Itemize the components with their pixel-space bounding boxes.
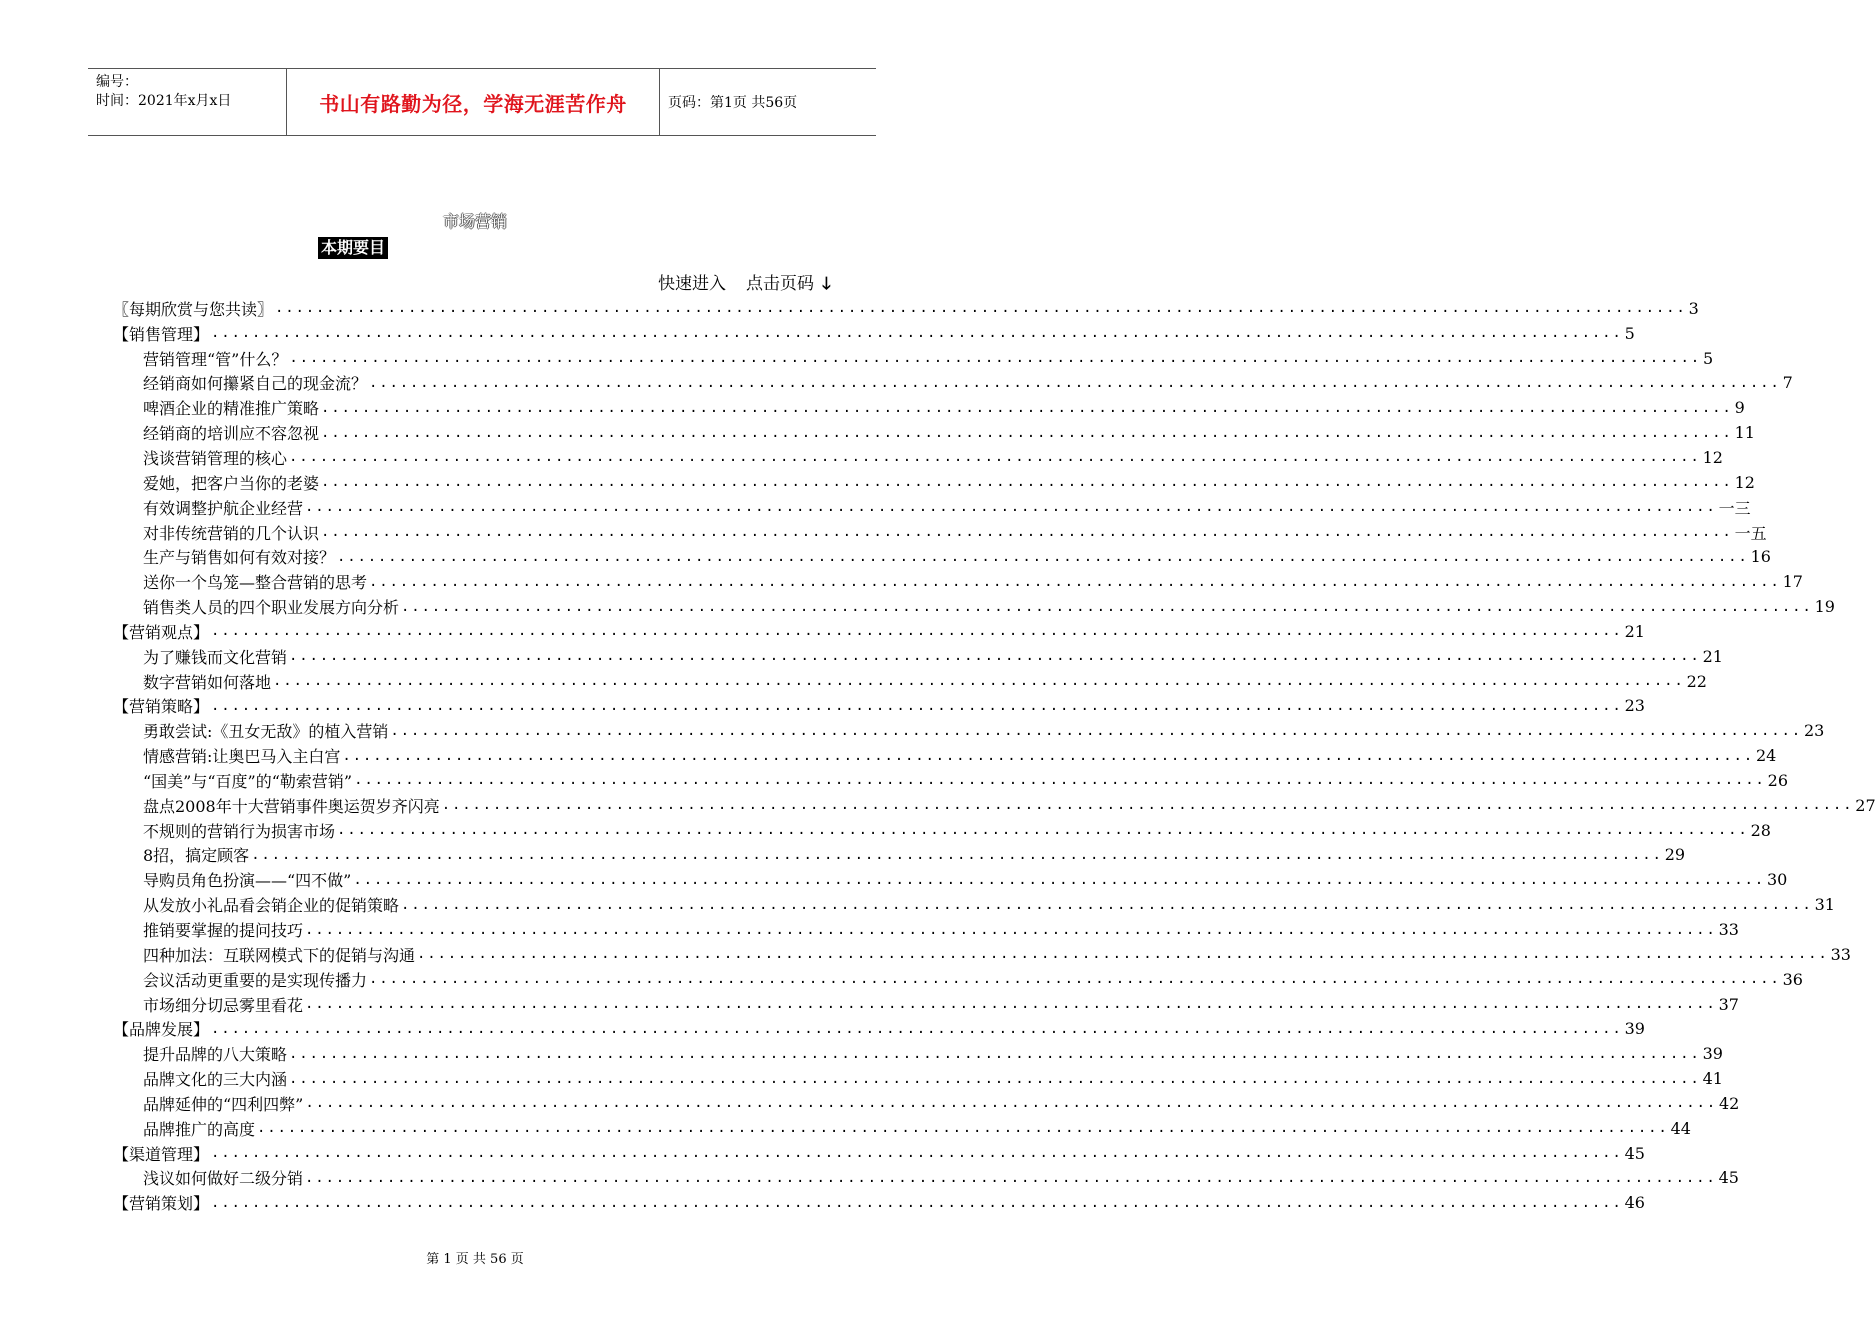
toc-entry-title[interactable]: 生产与销售如何有效对接？ <box>143 548 336 568</box>
toc-entry-page[interactable]: 17 <box>1782 572 1803 592</box>
number-label: 编号： <box>96 74 138 90</box>
toc-leader-dots: .......................................................................................................................................... <box>441 797 1854 814</box>
toc-entry[interactable] <box>113 1091 1740 1116</box>
toc-entry-title[interactable]: 对非传统营销的几个认识 <box>143 523 320 543</box>
toc-entry[interactable] <box>113 743 1777 768</box>
toc-entry-title[interactable]: 情感营销:让奥巴马入主白宫 <box>143 747 341 767</box>
toc-entry-page[interactable]: 41 <box>1702 1069 1723 1089</box>
toc-entry-title[interactable]: 浅谈营销管理的核心 <box>143 448 288 468</box>
toc-leader-dots: .......................................................................................................................................... <box>369 971 1781 988</box>
toc-leader-dots: .......................................................................................................................................... <box>305 921 1717 938</box>
toc-entry-page[interactable]: 39 <box>1624 1019 1645 1039</box>
toc-entry[interactable] <box>113 669 1707 694</box>
toc-leader-dots: .......................................................................................................................................... <box>305 1169 1717 1186</box>
toc-entry[interactable] <box>113 569 1803 594</box>
toc-entry-page[interactable]: 19 <box>1814 597 1835 617</box>
toc-leader-dots: .......................................................................................................................................... <box>289 648 1701 665</box>
toc-entry-page[interactable]: 3 <box>1688 298 1699 318</box>
toc-entry-title[interactable]: 送你一个鸟笼—整合营销的思考 <box>143 573 368 593</box>
toc-entry-title[interactable]: 销售类人员的四个职业发展方向分析 <box>143 598 400 618</box>
toc-entry[interactable] <box>113 1016 1645 1041</box>
header-meta <box>88 69 286 135</box>
toc-leader-dots: .......................................................................................................................................... <box>321 424 1733 441</box>
toc-leader-dots: .......................................................................................................................................... <box>211 1145 1623 1162</box>
toc-leader-dots: .......................................................................................................................................... <box>369 374 1781 391</box>
toc-entry[interactable] <box>113 495 1751 520</box>
toc-leader-dots: .......................................................................................................................................... <box>321 524 1733 541</box>
toc-entry-page[interactable]: 39 <box>1702 1044 1723 1064</box>
toc-entry[interactable] <box>113 942 1851 967</box>
toc-entry-page[interactable]: 33 <box>1830 944 1851 964</box>
toc-entry-page[interactable]: 37 <box>1718 994 1739 1014</box>
toc-entry-page[interactable]: 27 <box>1855 795 1876 815</box>
toc-entry-page[interactable]: 21 <box>1624 621 1645 641</box>
arrow-down-icon: 🡓 <box>822 274 831 294</box>
toc-entry[interactable] <box>113 1066 1723 1091</box>
toc-entry[interactable] <box>113 371 1793 396</box>
toc-leader-dots: .......................................................................................................................................... <box>289 1045 1701 1062</box>
document-title: 市场营销 <box>442 212 507 231</box>
toc-leader-dots: .......................................................................................................................................... <box>275 300 1687 317</box>
toc-entry-title[interactable]: 浅议如何做好二级分销 <box>143 1169 304 1189</box>
toc-entry[interactable] <box>113 818 1771 843</box>
toc-leader-dots: .......................................................................................................................................... <box>305 499 1717 516</box>
toc-entry-title[interactable]: 数字营销如何落地 <box>143 672 272 692</box>
toc-entry[interactable] <box>113 445 1723 470</box>
toc-entry-page[interactable]: 30 <box>1766 870 1788 890</box>
header-page-info: 页码：第1页 共56页 <box>668 95 798 111</box>
toc-entry-title[interactable]: 提升品牌的八大策略 <box>143 1045 288 1065</box>
toc-entry-title[interactable]: “国美”与“百度”的“勒索营销” <box>143 771 353 791</box>
toc-entry-page[interactable]: 22 <box>1686 671 1707 691</box>
toc-entry-page[interactable]: 16 <box>1750 547 1771 567</box>
toc-entry-title[interactable]: 为了赚钱而文化营销 <box>143 647 288 667</box>
toc-entry-page[interactable]: 一三 <box>1718 498 1751 518</box>
toc-entry-title[interactable]: 品牌文化的三大内涵 <box>143 1070 288 1090</box>
toc-entry[interactable] <box>113 992 1739 1017</box>
header-motto: 书山有路勤为径，学海无涯苦作舟 <box>286 69 660 135</box>
toc-entry[interactable] <box>113 321 1635 346</box>
toc-entry[interactable] <box>113 917 1739 942</box>
toc-entry-page[interactable]: 9 <box>1734 398 1745 418</box>
toc-entry-page[interactable]: 45 <box>1718 1168 1739 1188</box>
toc-entry[interactable] <box>113 867 1788 892</box>
toc-leader-dots: .......................................................................................................................................... <box>321 474 1733 491</box>
toc-entry[interactable] <box>113 420 1755 445</box>
toc-entry-title[interactable]: 会议活动更重要的是实现传播力 <box>143 970 368 990</box>
toc-leader-dots: .......................................................................................................................................... <box>211 623 1623 640</box>
toc-leader-dots: .......................................................................................................................................... <box>369 573 1781 590</box>
toc-leader-dots: .......................................................................................................................................... <box>353 871 1765 888</box>
toc-entry-page[interactable]: 45 <box>1624 1143 1645 1163</box>
toc-entry[interactable] <box>113 1116 1691 1141</box>
toc-entry-title[interactable]: 【营销观点】 <box>113 622 210 642</box>
toc-entry-page[interactable]: 36 <box>1782 969 1803 989</box>
toc-entry[interactable] <box>113 1141 1645 1166</box>
toc-entry-page[interactable]: 12 <box>1702 447 1723 467</box>
table-of-contents <box>113 296 1876 1215</box>
toc-entry-title[interactable]: 盘点2008年十大营销事件奥运贺岁齐闪亮 <box>143 796 440 816</box>
toc-entry[interactable] <box>113 470 1755 495</box>
toc-leader-dots: .......................................................................................................................................... <box>401 598 1813 615</box>
toc-entry[interactable] <box>113 594 1835 619</box>
toc-entry-title[interactable]: 勇敢尝试:《丑女无敌》的植入营销 <box>143 722 389 742</box>
toc-entry[interactable] <box>113 1166 1739 1191</box>
toc-entry-page[interactable]: 5 <box>1702 348 1714 368</box>
toc-entry-page[interactable]: 28 <box>1750 820 1771 840</box>
toc-entry-page[interactable]: 31 <box>1814 895 1835 915</box>
time-label: 时间：2021年x月x日 <box>96 93 232 109</box>
toc-leader-dots: .......................................................................................................................................... <box>211 1194 1623 1211</box>
toc-entry-page[interactable]: 24 <box>1755 746 1777 766</box>
toc-entry-title[interactable]: 【品牌发展】 <box>113 1020 210 1040</box>
toc-leader-dots: .......................................................................................................................................... <box>337 822 1749 839</box>
toc-entry[interactable] <box>113 644 1723 669</box>
toc-entry-title[interactable]: 【渠道管理】 <box>113 1144 210 1164</box>
toc-leader-dots: .......................................................................................................................................... <box>305 996 1717 1013</box>
toc-entry-title[interactable]: 啤酒企业的精准推广策略 <box>143 399 320 419</box>
toc-entry-page[interactable]: 44 <box>1670 1118 1691 1138</box>
toc-entry-title[interactable]: 【营销策略】 <box>113 697 210 717</box>
click-page-label: 点击页码 <box>746 274 814 294</box>
toc-entry-title[interactable]: 经销商如何攥紧自己的现金流？ <box>143 374 368 394</box>
toc-entry[interactable] <box>113 395 1745 420</box>
toc-entry-title[interactable]: 有效调整护航企业经营 <box>143 498 304 518</box>
quick-enter-label: 快速进入 <box>658 274 726 294</box>
toc-leader-dots: .......................................................................................................................................... <box>401 896 1813 913</box>
toc-entry[interactable] <box>113 768 1789 793</box>
toc-leader-dots: .......................................................................................................................................... <box>321 399 1733 416</box>
toc-entry-page[interactable]: 一五 <box>1734 523 1767 543</box>
toc-entry-title[interactable]: 【营销策划】 <box>113 1194 210 1214</box>
toc-entry[interactable] <box>113 1190 1645 1215</box>
toc-entry-page[interactable]: 7 <box>1782 373 1793 393</box>
toc-entry-page[interactable]: 21 <box>1702 646 1723 666</box>
toc-leader-dots: .......................................................................................................................................... <box>211 325 1623 342</box>
toc-entry[interactable] <box>113 346 1714 371</box>
toc-entry[interactable] <box>113 544 1771 569</box>
toc-entry-title[interactable]: 品牌推广的高度 <box>143 1119 256 1139</box>
toc-entry[interactable] <box>113 296 1699 321</box>
toc-entry-page[interactable]: 29 <box>1664 845 1686 865</box>
toc-leader-dots: .......................................................................................................................................... <box>342 747 1754 764</box>
toc-entry-title[interactable]: 从发放小礼品看会销企业的促销策略 <box>143 896 400 916</box>
page-header <box>88 68 876 136</box>
toc-leader-dots: .......................................................................................................................................... <box>390 722 1802 739</box>
toc-entry[interactable] <box>113 967 1803 992</box>
toc-entry[interactable] <box>113 793 1876 818</box>
toc-entry[interactable] <box>113 520 1767 545</box>
toc-leader-dots: .......................................................................................................................................... <box>289 449 1701 466</box>
toc-entry-title[interactable]: 导购员角色扮演——“四不做” <box>143 871 352 891</box>
toc-entry[interactable] <box>113 619 1645 644</box>
toc-entry[interactable] <box>113 1041 1723 1066</box>
toc-entry-title[interactable]: 【销售管理】 <box>113 324 210 344</box>
page-footer: 第 1 页 共 56 页 <box>426 1252 524 1267</box>
toc-leader-dots: .......................................................................................................................................... <box>211 1020 1623 1037</box>
section-title: 本期要目 <box>318 237 388 259</box>
toc-entry-title[interactable]: 经销商的培训应不容忽视 <box>143 424 320 444</box>
toc-leader-dots: .......................................................................................................................................... <box>289 350 1701 367</box>
toc-entry[interactable] <box>113 843 1686 868</box>
toc-entry-page[interactable]: 26 <box>1767 770 1789 790</box>
toc-entry-page[interactable]: 23 <box>1803 721 1825 741</box>
toc-entry-title[interactable]: 〖每期欣赏与您共读〗 <box>113 299 274 319</box>
toc-leader-dots: .......................................................................................................................................... <box>354 772 1766 789</box>
toc-entry[interactable] <box>113 718 1825 743</box>
toc-leader-dots: .......................................................................................................................................... <box>251 846 1663 863</box>
toc-leader-dots: .......................................................................................................................................... <box>305 1095 1717 1112</box>
toc-entry-page[interactable]: 23 <box>1624 696 1645 716</box>
toc-leader-dots: .......................................................................................................................................... <box>273 673 1685 690</box>
toc-entry-page[interactable]: 46 <box>1624 1193 1645 1213</box>
toc-entry-title[interactable]: 不规则的营销行为损害市场 <box>143 821 336 841</box>
toc-entry-page[interactable]: 11 <box>1734 423 1755 443</box>
toc-leader-dots: .......................................................................................................................................... <box>211 697 1623 714</box>
toc-entry-title[interactable]: 8招，搞定顾客 <box>143 846 250 866</box>
toc-leader-dots: .......................................................................................................................................... <box>257 1120 1669 1137</box>
toc-leader-dots: .......................................................................................................................................... <box>289 1070 1701 1087</box>
toc-leader-dots: .......................................................................................................................................... <box>337 548 1749 565</box>
toc-entry[interactable] <box>113 892 1835 917</box>
toc-entry-title[interactable]: 爱她，把客户当你的老婆 <box>143 473 320 493</box>
toc-entry-page[interactable]: 42 <box>1718 1093 1740 1113</box>
toc-entry[interactable] <box>113 694 1645 719</box>
toc-entry-title[interactable]: 营销管理“管”什么？ <box>143 349 288 369</box>
toc-entry-title[interactable]: 推销要掌握的提问技巧 <box>143 921 304 941</box>
toc-entry-page[interactable]: 12 <box>1734 472 1755 492</box>
toc-entry-page[interactable]: 33 <box>1718 920 1739 940</box>
toc-entry-title[interactable]: 四种加法：互联网模式下的促销与沟通 <box>143 945 416 965</box>
toc-entry-title[interactable]: 品牌延伸的“四利四弊” <box>143 1094 304 1114</box>
toc-entry-page[interactable]: 5 <box>1624 323 1635 343</box>
toc-leader-dots: .......................................................................................................................................... <box>417 946 1829 963</box>
toc-entry-title[interactable]: 市场细分切忌雾里看花 <box>143 995 304 1015</box>
